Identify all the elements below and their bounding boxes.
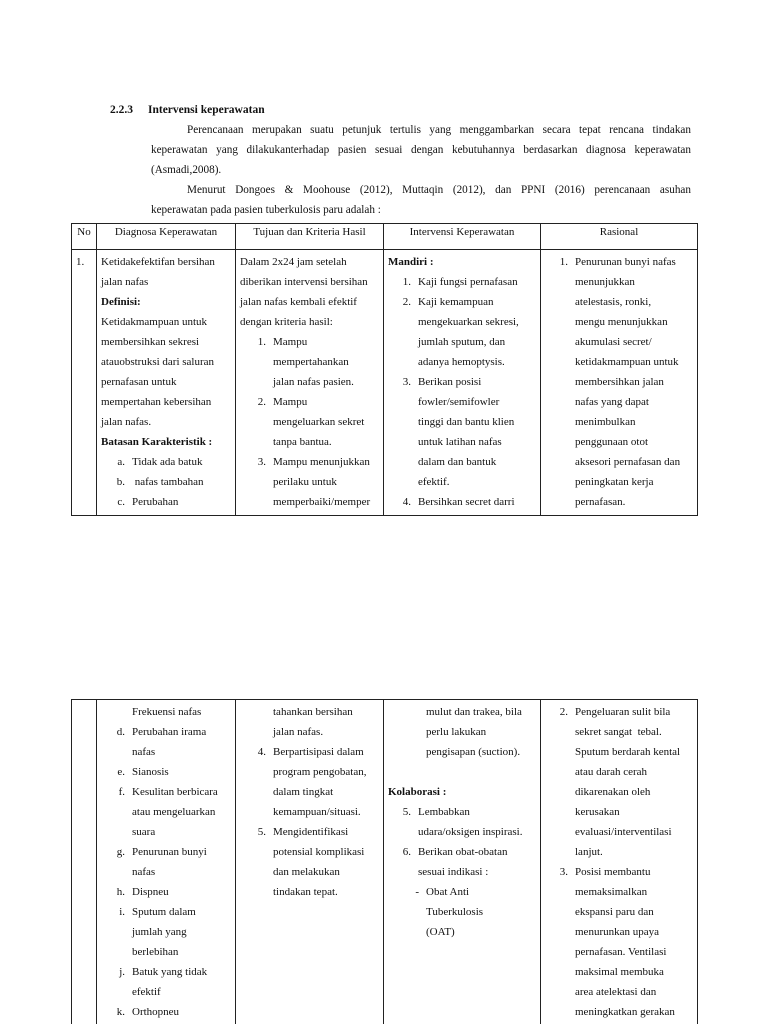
text-line: untuk latihan nafas	[418, 436, 502, 448]
spacer	[388, 762, 536, 782]
row-number: 1.	[76, 256, 85, 268]
text-line: perlu lakukan	[426, 726, 487, 738]
list-text	[132, 492, 231, 512]
text-line: Sputum berdarah kental	[575, 746, 681, 758]
list-marker: 4.	[257, 746, 266, 758]
list-text	[418, 272, 536, 292]
text-line: Sianosis	[132, 766, 169, 778]
list-marker: g.	[116, 846, 125, 858]
text-line: nafas tambahan	[132, 476, 204, 488]
care-plan-table-page-1	[71, 223, 698, 516]
definisi-label: Definisi:	[101, 296, 141, 308]
text-line: jalan nafas kembali efektif	[240, 296, 357, 308]
text-line: akumulasi secret/	[575, 336, 652, 348]
list-item	[101, 782, 231, 842]
list-item	[101, 722, 231, 762]
list-text	[418, 492, 536, 512]
text-line: fowler/semifowler	[418, 396, 500, 408]
text-line: atauobstruksi dari saluran	[101, 356, 215, 368]
cell-tujuan	[236, 250, 384, 516]
table-header-row	[72, 224, 698, 250]
table-row	[72, 700, 698, 1024]
text-line: Sputum dalam	[132, 906, 196, 918]
list-item	[240, 332, 379, 392]
text-line: efektif	[132, 986, 161, 998]
batasan-label: Batasan Karakteristik :	[101, 436, 213, 448]
text-line: mengekuarkan sekresi,	[418, 316, 519, 328]
list-text	[132, 722, 231, 762]
list-text	[418, 292, 536, 372]
paragraph-line: (Asmadi,2008).	[151, 164, 222, 176]
mandiri-list	[388, 272, 536, 512]
text-line: jalan nafas pasien.	[273, 376, 354, 388]
list-marker: b.	[116, 476, 125, 488]
list-text	[575, 252, 693, 512]
text-line: tindakan tepat.	[273, 886, 338, 898]
text-line: atelestasis, ronki,	[575, 296, 652, 308]
list-item	[388, 882, 536, 942]
text-line: Penurunan bunyi nafas	[575, 256, 676, 268]
list-text	[132, 762, 231, 782]
list-text	[273, 332, 379, 392]
text-line: Mampu menunjukkan	[273, 456, 370, 468]
list-marker: 1.	[402, 276, 411, 288]
list-item	[101, 762, 231, 782]
list-marker: 3.	[559, 866, 568, 878]
text-line: ekspansi paru dan	[575, 906, 654, 918]
text-line: Obat Anti	[426, 886, 470, 898]
list-text	[132, 842, 231, 882]
list-item	[388, 292, 536, 372]
paragraph-2	[151, 180, 691, 220]
text-line: Pengeluaran sulit bila	[575, 706, 671, 718]
tujuan-intro	[240, 252, 379, 332]
header-no: No	[72, 224, 97, 250]
text-line: adanya hemoptysis.	[418, 356, 505, 368]
text-line: memaksimalkan	[575, 886, 648, 898]
paragraph-line: keperawatan yang dilakukanterhadap pasien sesuai dengan kebutuhannya berdasarkan diagnosa keperawatan	[151, 144, 691, 156]
list-marker: 1.	[559, 256, 568, 268]
list-item	[101, 1002, 231, 1022]
text-line: membersihkan jalan	[575, 376, 664, 388]
text-line: Tidak ada batuk	[132, 456, 203, 468]
text-line: dalam tingkat	[273, 786, 334, 798]
list-marker: a.	[117, 456, 125, 468]
text-line: Mampu	[273, 336, 308, 348]
list-text	[418, 842, 536, 882]
list-text	[426, 882, 536, 942]
kolaborasi-label: Kolaborasi :	[388, 786, 447, 798]
text-line: Lembabkan	[418, 806, 470, 818]
mandiri-label: Mandiri :	[388, 256, 434, 268]
list-marker: 2.	[402, 296, 411, 308]
text-line: Berikan posisi	[418, 376, 482, 388]
paragraph-line: Perencanaan merupakan suatu petunjuk tertulis yang menggambarkan secara tepat rencana tindakan	[187, 124, 691, 136]
text-line: atau darah cerah	[575, 766, 648, 778]
continuation-text	[240, 702, 379, 742]
text-line: Perubahan	[132, 496, 179, 508]
list-text	[132, 472, 231, 492]
list-marker: i.	[119, 906, 125, 918]
text-line: evaluasi/interventilasi	[575, 826, 672, 838]
text-line: Orthopneu	[132, 1006, 180, 1018]
cell-diagnosa	[97, 250, 236, 516]
list-text	[132, 782, 231, 842]
text-line: Mampu	[273, 396, 308, 408]
section-title: Intervensi keperawatan	[148, 104, 265, 116]
text-line: mulut dan trakea, bila	[426, 706, 522, 718]
text-line: Berikan obat-obatan	[418, 846, 508, 858]
text-line: lanjut.	[575, 846, 603, 858]
text-line: jumlah sputum, dan	[418, 336, 506, 348]
text-line: potensial komplikasi	[273, 846, 365, 858]
text-line: Bersihkan secret darri	[418, 496, 515, 508]
list-marker: 5.	[402, 806, 411, 818]
paragraph-line: Menurut Dongoes & Moohouse (2012), Muttaqin (2012), dan PPNI (2016) perencanaan asuhan	[187, 184, 691, 196]
cell-diagnosa	[97, 700, 236, 1024]
list-item	[101, 882, 231, 902]
text-line: efektif.	[418, 476, 450, 488]
list-marker: 5.	[257, 826, 266, 838]
text-line: udara/oksigen inspirasi.	[418, 826, 523, 838]
text-line: dalam dan bantuk	[418, 456, 497, 468]
text-line: program pengobatan,	[273, 766, 367, 778]
list-marker: 1.	[257, 336, 266, 348]
text-line: menimbulkan	[575, 416, 636, 428]
text-line: nafas yang dapat	[575, 396, 649, 408]
list-marker: f.	[118, 786, 125, 798]
text-line: suara	[132, 826, 156, 838]
list-item	[101, 842, 231, 882]
text-line: pernafasan. Ventilasi	[575, 946, 667, 958]
list-item	[101, 472, 231, 492]
header-tujuan: Tujuan dan Kriteria Hasil	[236, 224, 384, 250]
text-line: mengeluarkan sekret	[273, 416, 365, 428]
text-line: sesuai indikasi :	[418, 866, 489, 878]
list-item	[388, 492, 536, 512]
text-line: penggunaan otot	[575, 436, 649, 448]
text-line: nafas	[132, 866, 156, 878]
text-line: Dalam 2x24 jam setelah	[240, 256, 347, 268]
paragraph-1	[151, 120, 691, 180]
header-intervensi: Intervensi Keperawatan	[384, 224, 541, 250]
text-line: kemampuan/situasi.	[273, 806, 361, 818]
table-row	[72, 250, 698, 516]
list-text	[273, 392, 379, 452]
cell-no	[72, 250, 97, 516]
text-line: atau mengeluarkan	[132, 806, 216, 818]
cell-intervensi	[384, 250, 541, 516]
text-line: pernafasan untuk	[101, 376, 177, 388]
text-line: Tuberkulosis	[426, 906, 484, 918]
text-line: Perubahan irama	[132, 726, 207, 738]
text-line: Posisi membantu	[575, 866, 651, 878]
text-line: Kaji kemampuan	[418, 296, 494, 308]
cell-no	[72, 700, 97, 1024]
section-number: 2.2.3	[110, 104, 133, 116]
cell-intervensi	[384, 700, 541, 1024]
list-marker: c.	[117, 496, 125, 508]
list-item	[388, 842, 536, 882]
rasional-list	[545, 702, 693, 1022]
list-item	[240, 822, 379, 902]
text-line: dan melakukan	[273, 866, 340, 878]
text-line: jalan nafas.	[273, 726, 324, 738]
cell-rasional	[541, 250, 698, 516]
list-text	[132, 902, 231, 962]
text-line: tahankan bersihan	[273, 706, 353, 718]
list-text	[418, 372, 536, 492]
list-item	[240, 392, 379, 452]
text-line: Berpartisipasi dalam	[273, 746, 364, 758]
definisi-text	[101, 312, 231, 432]
list-marker: 3.	[257, 456, 266, 468]
text-line: perilaku untuk	[273, 476, 337, 488]
text-line: berlebihan	[132, 946, 179, 958]
list-marker: k.	[116, 1006, 125, 1018]
header-diagnosa: Diagnosa Keperawatan	[97, 224, 236, 250]
text-line: Penurunan bunyi	[132, 846, 207, 858]
list-item	[101, 962, 231, 1002]
text-line: mempertahan kebersihan	[101, 396, 212, 408]
text-line: diberikan intervensi bersihan	[240, 276, 368, 288]
list-item	[101, 492, 231, 512]
text-line: Kaji fungsi pernafasan	[418, 276, 518, 288]
text-line: Mengidentifikasi	[273, 826, 349, 838]
list-text	[575, 862, 693, 1022]
list-item	[388, 802, 536, 842]
list-item	[101, 902, 231, 962]
text-line: Ketidakmampuan untuk	[101, 316, 208, 328]
text-line: ketidakmampuan untuk	[575, 356, 679, 368]
list-marker: d.	[116, 726, 125, 738]
list-item	[101, 452, 231, 472]
text-line: area atelektasi dan	[575, 986, 657, 998]
text-line: menurunkan upaya	[575, 926, 659, 938]
list-item	[545, 862, 693, 1022]
list-item	[388, 372, 536, 492]
text-line: tinggi dan bantu klien	[418, 416, 515, 428]
list-marker: e.	[117, 766, 125, 778]
list-text	[132, 1002, 231, 1022]
care-plan-table-page-2	[71, 699, 698, 1024]
list-marker: 6.	[402, 846, 411, 858]
rasional-list	[545, 252, 693, 512]
list-item	[545, 702, 693, 862]
text-line: Ketidakefektifan bersihan	[101, 256, 215, 268]
list-text	[273, 742, 379, 822]
list-text	[575, 702, 693, 862]
list-marker: 3.	[402, 376, 411, 388]
list-text	[418, 802, 536, 842]
text-line: pengisapan (suction).	[426, 746, 521, 758]
text-line: jalan nafas.	[101, 416, 152, 428]
text-line: nafas	[132, 746, 156, 758]
list-text	[273, 822, 379, 902]
text-line: dikarenakan oleh	[575, 786, 651, 798]
list-marker: j.	[119, 966, 125, 978]
list-text	[273, 452, 379, 512]
text-line: maksimal membuka	[575, 966, 664, 978]
section-heading	[110, 104, 265, 116]
continuation-line: Frekuensi nafas	[132, 706, 202, 718]
text-line: aksesori pernafasan dan	[575, 456, 681, 468]
text-line: membersihkan sekresi	[101, 336, 200, 348]
text-line: menunjukkan	[575, 276, 635, 288]
list-marker: 4.	[402, 496, 411, 508]
text-line: dengan kriteria hasil:	[240, 316, 333, 328]
text-line: Dispneu	[132, 886, 169, 898]
list-item	[545, 252, 693, 512]
diagnosa-title	[101, 252, 231, 292]
list-text	[132, 882, 231, 902]
text-line: memperbaiki/memper	[273, 496, 371, 508]
cell-rasional	[541, 700, 698, 1024]
list-text	[132, 962, 231, 1002]
list-item	[240, 742, 379, 822]
text-line: tanpa bantua.	[273, 436, 332, 448]
list-item	[240, 452, 379, 512]
text-line: mempertahankan	[273, 356, 349, 368]
list-marker: -	[415, 886, 419, 898]
continuation-text	[388, 702, 536, 762]
text-line: pernafasan.	[575, 496, 626, 508]
paragraph-line: keperawatan pada pasien tuberkulosis paru adalah :	[151, 204, 381, 216]
list-text	[132, 452, 231, 472]
text-line: jumlah yang	[132, 926, 187, 938]
list-item	[388, 272, 536, 292]
batasan-list	[101, 722, 231, 1022]
text-line: peningkatan kerja	[575, 476, 654, 488]
list-marker: 2.	[559, 706, 568, 718]
text-line: Batuk yang tidak	[132, 966, 208, 978]
text-line: (OAT)	[426, 926, 455, 938]
list-marker: 2.	[257, 396, 266, 408]
text-line: Kesulitan berbicara	[132, 786, 218, 798]
text-line: mengu menunjukkan	[575, 316, 668, 328]
text-line: meningkatkan gerakan	[575, 1006, 675, 1018]
text-line: kerusakan	[575, 806, 620, 818]
batasan-list	[101, 452, 231, 512]
text-line: sekret sangat tebal.	[575, 726, 662, 738]
header-rasional: Rasional	[541, 224, 698, 250]
kriteria-list	[240, 332, 379, 512]
kolaborasi-list	[388, 802, 536, 942]
cell-tujuan	[236, 700, 384, 1024]
kriteria-list	[240, 742, 379, 902]
text-line: jalan nafas	[101, 276, 149, 288]
list-marker: h.	[116, 886, 125, 898]
